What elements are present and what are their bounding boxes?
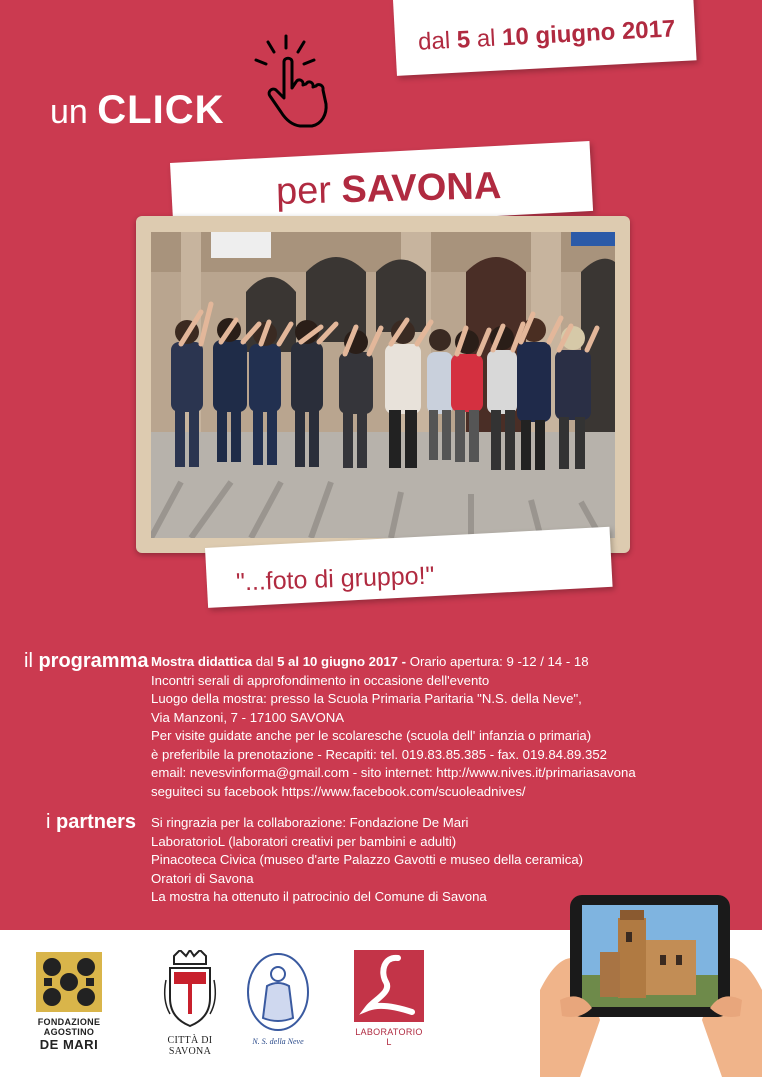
partners-line: Pinacoteca Civica (museo d'arte Palazzo Gavotti e museo della ceramica): [151, 852, 584, 867]
fondazione-de-mari-logo: [36, 952, 102, 1052]
de-mari-line1: FONDAZIONE: [37, 1017, 101, 1027]
date-end: 10 giugno 2017: [501, 15, 676, 52]
photo-caption: "...foto di gruppo!": [235, 561, 435, 597]
subtitle: [275, 165, 501, 214]
neve-caption: N. S. della Neve: [252, 1037, 304, 1046]
programma-line: seguiteci su facebook https://www.facebook.com/scuoleadnives/: [151, 783, 526, 799]
citta-caption: CITTÀ DI SAVONA: [167, 1035, 213, 1057]
tablet-photo-icon: [540, 880, 762, 1077]
laboratorio-l-logo: [354, 950, 424, 1047]
programma-line: Via Manzoni, 7 - 17100 SAVONA: [151, 709, 345, 725]
title-prefix: un: [50, 93, 98, 131]
programma-label: [24, 650, 148, 673]
programma-line: Per visite guidate anche per le scolaresche (scuola dell' infanzia o primaria): [151, 728, 592, 743]
savona-coat-of-arms-icon: [160, 950, 220, 1028]
laboratorio-caption: LABORATORIO L: [355, 1027, 423, 1047]
partners-line: La mostra ha ottenuto il patrocinio del Comune di Savona: [151, 889, 487, 904]
partners-label-prefix: i: [46, 811, 56, 833]
de-mari-line3: DE MARI: [39, 1037, 99, 1052]
programma-text: [151, 653, 751, 801]
programma-line: email: nevesvinforma@gmail.com - sito internet: http://www.nives.it/primariasavona: [151, 765, 636, 780]
partners-label-word: partners: [56, 811, 137, 833]
programma-line-1-text-a: dal: [252, 654, 278, 669]
citta-di-savona-logo: [150, 950, 230, 1057]
partners-line: Si ringrazia per la collaborazione: Fondazione De Mari: [151, 815, 469, 830]
title-click: [50, 90, 224, 132]
opening-hours: Orario apertura: 9 -12 / 14 - 18: [406, 654, 589, 669]
mostra-didattica: Mostra didattica: [151, 654, 253, 669]
group-photo: [151, 232, 615, 538]
date-prefix: dal: [417, 26, 458, 56]
programma-line-1: [151, 653, 751, 672]
partners-line: LaboratorioL (laboratori creativi per bambini e adulti): [151, 833, 457, 849]
programma-line: è preferibile la prenotazione - Recapiti: tel. 019.83.85.385 - fax. 019.84.89.352: [151, 746, 608, 762]
de-mari-line2: AGOSTINO: [43, 1027, 95, 1037]
partners-line: Oratori di Savona: [151, 870, 254, 886]
title-word: CLICK: [97, 88, 225, 132]
programma-line: Incontri serali di approfondimento in occasione dell'evento: [151, 672, 490, 688]
de-mari-emblem-icon: [36, 952, 102, 1012]
programma-label-word: programma: [38, 650, 149, 672]
laboratorio-l-icon: [354, 950, 424, 1022]
partners-label: [46, 811, 136, 834]
pointing-hand-click-icon: [246, 30, 346, 130]
programma-line: Luogo della mostra: presso la Scuola Primaria Paritaria "N.S. della Neve",: [151, 691, 582, 706]
subtitle-prefix: per: [275, 169, 343, 213]
ns-della-neve-logo: [245, 952, 311, 1046]
programma-dates: 5 al 10 giugno 2017 -: [277, 654, 407, 669]
date-mid: al: [469, 24, 503, 53]
madonna-oval-icon: [245, 952, 311, 1032]
programma-label-prefix: il: [24, 650, 39, 672]
subtitle-word: SAVONA: [340, 165, 502, 212]
date-start: 5: [456, 26, 471, 54]
